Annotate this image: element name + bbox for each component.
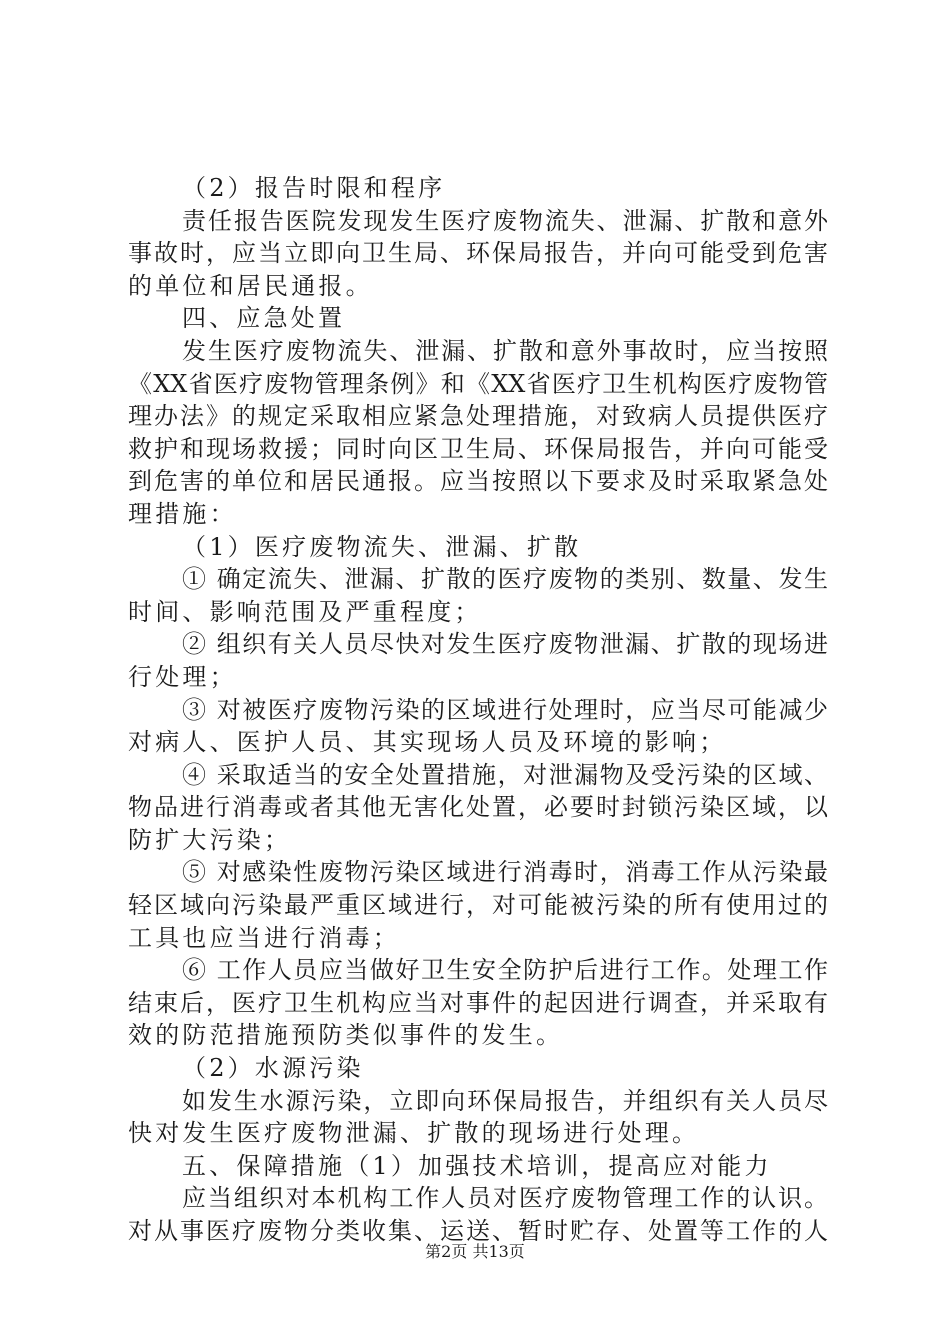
- text-line: 理措施：: [128, 499, 237, 528]
- page-footer: 第2页 共13页: [425, 1242, 525, 1261]
- text-line: 责任报告医院发现发生医疗废物流失、泄漏、扩散和意外: [182, 206, 828, 235]
- text-line: 轻区域向污染最严重区域进行，对可能被污染的所有使用过的: [128, 891, 828, 920]
- text-line: 应当组织对本机构工作人员对医疗废物管理工作的认识。: [182, 1184, 828, 1213]
- text-line: 四、应急处置: [182, 304, 346, 333]
- text-line: ④ 采取适当的安全处置措施，对泄漏物及受污染的区域、: [182, 760, 828, 789]
- text-line: （2）报告时限和程序: [182, 174, 446, 202]
- text-line: 快对发生医疗废物泄漏、扩散的现场进行处理。: [128, 1119, 700, 1148]
- text-line: 对从事医疗废物分类收集、运送、暂时贮存、处置等工作的人: [128, 1217, 828, 1245]
- text-line: 结束后，医疗卫生机构应当对事件的起因进行调查，并采取有: [128, 988, 828, 1017]
- text-line: 如发生水源污染，立即向环保局报告，并组织有关人员尽: [182, 1086, 828, 1115]
- text-line: 效的防范措施预防类似事件的发生。: [128, 1021, 564, 1050]
- text-line: 时间、影响范围及严重程度；: [128, 597, 482, 626]
- text-line: 五、保障措施（1）加强技术培训，提高应对能力: [182, 1151, 772, 1180]
- text-line: 发生医疗废物流失、泄漏、扩散和意外事故时，应当按照: [182, 336, 828, 365]
- text-line: （2）水源污染: [182, 1054, 364, 1083]
- text-line: 的单位和居民通报。: [128, 271, 373, 300]
- text-line: 《XX省医疗废物管理条例》和《XX省医疗卫生机构医疗废物管: [128, 369, 828, 398]
- text-line: 事故时，应当立即向卫生局、环保局报告，并向可能受到危害: [128, 239, 828, 268]
- text-line: 行处理；: [128, 662, 237, 691]
- text-line: 救护和现场救援；同时向区卫生局、环保局报告，并向可能受: [128, 434, 828, 463]
- text-line: 工具也应当进行消毒；: [128, 923, 400, 952]
- text-line: ⑤ 对感染性废物污染区域进行消毒时，消毒工作从污染最: [182, 858, 828, 887]
- text-line: （1）医疗废物流失、泄漏、扩散: [182, 532, 582, 561]
- text-line: 对病人、医护人员、其实现场人员及环境的影响；: [128, 728, 727, 757]
- text-line: 到危害的单位和居民通报。应当按照以下要求及时采取紧急处: [128, 467, 828, 496]
- text-line: 防扩大污染；: [128, 825, 292, 854]
- text-line: 理办法》的规定采取相应紧急处理措施，对致病人员提供医疗: [128, 402, 828, 431]
- document-body: [128, 172, 828, 1248]
- text-line: ② 组织有关人员尽快对发生医疗废物泄漏、扩散的现场进: [182, 630, 828, 659]
- text-line: ③ 对被医疗废物污染的区域进行处理时，应当尽可能减少: [182, 695, 828, 724]
- text-line: 物品进行消毒或者其他无害化处置，必要时封锁污染区域，以: [128, 793, 828, 822]
- text-line: ⑥ 工作人员应当做好卫生安全防护后进行工作。处理工作: [182, 956, 828, 985]
- text-line: ① 确定流失、泄漏、扩散的医疗废物的类别、数量、发生: [182, 565, 828, 594]
